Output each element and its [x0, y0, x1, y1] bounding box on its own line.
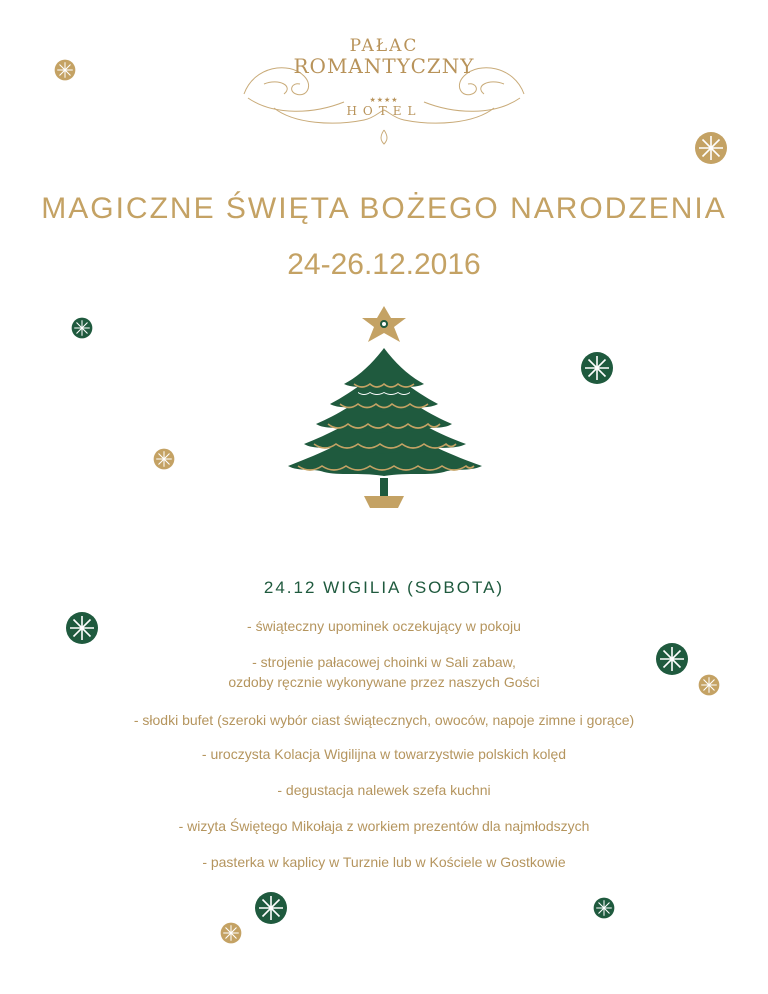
snowflake-ornament-icon — [254, 891, 288, 925]
snowflake-ornament-icon — [65, 611, 99, 645]
snowflake-ornament-icon — [655, 642, 689, 676]
snowflake-ornament-icon — [220, 922, 242, 944]
snowflake-ornament-icon — [694, 131, 728, 165]
christmas-tree-icon — [284, 306, 488, 512]
program-item: - słodki bufet (szeroki wybór ciast świątecznych, owoców, napoje zimne i gorące) — [133, 712, 635, 728]
snowflake-ornament-icon — [153, 448, 175, 470]
logo-line-hotel: HOTEL — [346, 104, 422, 118]
logo-stars: ★★★★ — [369, 96, 399, 104]
snowflake-ornament-icon — [71, 317, 93, 339]
event-dates: 24-26.12.2016 — [287, 248, 481, 281]
program-item: - strojenie pałacowej choinki w Sali zabaw, — [252, 654, 516, 670]
snowflake-ornament-icon — [580, 351, 614, 385]
program-item-continuation: ozdoby ręcznie wykonywane przez naszych Gości — [228, 674, 540, 690]
program-item: - wizyta Świętego Mikołaja z workiem prezentów dla najmłodszych — [178, 818, 590, 834]
event-title: MAGICZNE ŚWIĘTA BOŻEGO NARODZENIA — [41, 192, 727, 225]
program-item: - pasterka w kaplicy w Turznie lub w Kościele w Gostkowie — [202, 854, 566, 870]
logo-line-romantyczny: ROMANTYCZNY — [293, 54, 475, 78]
program-heading: 24.12 WIGILIA (SOBOTA) — [263, 578, 505, 597]
snowflake-ornament-icon — [593, 897, 615, 919]
snowflake-ornament-icon — [698, 674, 720, 696]
program-item: - świąteczny upominek oczekujący w pokoju — [247, 618, 521, 634]
snowflake-ornament-icon — [54, 59, 76, 81]
logo-line-palac: PAŁAC — [349, 36, 419, 56]
hotel-logo — [234, 36, 534, 148]
program-item: - uroczysta Kolacja Wigilijna w towarzystwie polskich kolęd — [201, 746, 567, 762]
program-item: - degustacja nalewek szefa kuchni — [277, 782, 491, 798]
